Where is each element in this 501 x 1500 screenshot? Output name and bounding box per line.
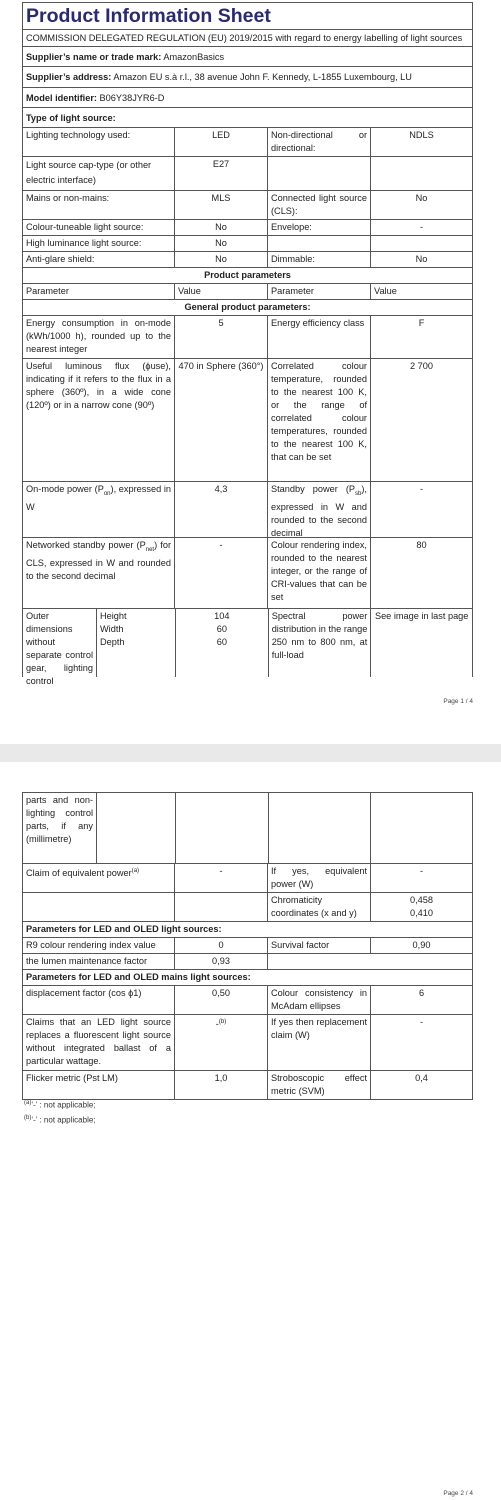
supplier-address-row (23, 67, 472, 88)
survival-label: Survival factor (268, 938, 371, 953)
pnet-value: - (175, 538, 268, 608)
type-label: Colour-tuneable light source: (23, 220, 175, 235)
mains-heading-row (23, 970, 472, 986)
type-row (23, 128, 472, 157)
replacement-label: If yes then replacement claim (W) (268, 1015, 371, 1070)
dimensions-label-cont: parts and non-lighting control parts, if any (millimetre) (23, 793, 97, 863)
cri-label: Colour rendering index, rounded to the nearest integer, or the range of CRI-values that can be set (268, 538, 371, 608)
type-value: E27 (175, 157, 268, 190)
dimensions-cell-cont (23, 793, 176, 863)
type-row (23, 252, 472, 268)
flux-value: 470 in Sphere (360°) (175, 359, 268, 481)
type-value-2: No (415, 254, 428, 264)
width-label: Width (100, 624, 124, 634)
param-header-row (23, 284, 472, 300)
type-value-2: No (415, 193, 428, 203)
equiv-w-label: If yes, equivalent power (W) (268, 864, 371, 892)
general-heading-row (23, 300, 472, 316)
width-value: 60 (216, 624, 227, 634)
svm-label: Stroboscopic effect metric (SVM) (268, 1071, 371, 1099)
type-label: High luminance light source: (23, 236, 175, 251)
type-label-2 (268, 157, 371, 190)
lumen-value: 0,93 (175, 954, 268, 969)
claims-label: Claims that an LED light source replaces a fluorescent light source without integrated ballast of a particular wattage. (23, 1015, 175, 1070)
equiv-label: Claim of equivalent power$^{(a)}$ (23, 864, 175, 892)
page-title: Product Information Sheet (26, 5, 271, 27)
chroma-values (371, 893, 472, 921)
footnote-b: $^{(b)}$‘-’ : not applicable; (24, 1115, 96, 1125)
empty-cell (371, 793, 472, 863)
type-label: Lighting technology used: (23, 128, 175, 156)
r9-label: R9 colour rendering index value (23, 938, 175, 953)
displacement-label: displacement factor (cos ϕ1) (23, 986, 175, 1014)
type-value: No (175, 220, 268, 235)
type-label-2: Connected light source (CLS): (268, 191, 371, 219)
regulation-row (23, 30, 472, 47)
dimension-names (97, 609, 175, 677)
param-row-chroma (23, 893, 472, 922)
depth-label: Depth (100, 637, 125, 647)
param-row-equivalent (23, 864, 472, 893)
type-value-2: - (419, 222, 424, 232)
type-row (23, 157, 472, 191)
equiv-w-value: - (419, 866, 424, 876)
chroma-label: Chromaticity coordinates (x and y) (268, 893, 371, 921)
type-row (23, 220, 472, 236)
dimensions-cell (23, 609, 176, 686)
type-value: MLS (175, 191, 268, 219)
mains-heading: Parameters for LED and OLED mains light sources: (26, 972, 251, 982)
type-label: Light source cap-type (or other electric interface) (23, 157, 175, 190)
psb-label: Standby power $(P_{sb})$, expressed in W and rounded to the second decimal (268, 482, 371, 537)
type-value: No (175, 236, 268, 251)
pon-value: 4,3 (175, 482, 268, 537)
title-row (23, 3, 472, 30)
empty-cell (269, 793, 372, 863)
page-number: Page 2 / 4 (443, 1490, 473, 1497)
param-header: Parameter (23, 284, 175, 299)
model-label: Model identifier: (26, 92, 97, 103)
depth-value: 60 (216, 637, 227, 647)
type-label-2: Dimmable: (268, 252, 371, 267)
info-sheet-table-continued (22, 792, 473, 1100)
type-value-2 (371, 236, 472, 251)
regulation-text: COMMISSION DELEGATED REGULATION (EU) 2019/2015 with regard to energy labelling of light sources (26, 33, 463, 43)
supplier-address: Amazon EU s.à r.l., 38 avenue John F. Kennedy, L-1855 Luxembourg, LU (113, 72, 412, 82)
lumen-label: the lumen maintenance factor (23, 954, 175, 969)
svm-value: 0,4 (415, 1073, 428, 1083)
dimension-names-cont (97, 793, 175, 863)
value-header: Value (175, 284, 268, 299)
flux-label: Useful luminous flux (ϕuse), indicating if it refers to the flux in a sphere (360º), in a wide cone (120º) or in a narrow cone (90º) (23, 359, 175, 481)
type-value-2 (371, 157, 472, 190)
type-value: LED (175, 128, 268, 156)
supplier-address-label: Supplier’s address: (26, 72, 112, 82)
claims-value: -$^{(b)}$ (175, 1015, 268, 1070)
value-header: Value (374, 286, 397, 296)
chroma-y: 0,410 (410, 908, 433, 918)
spd-label: Spectral power distribution in the range 250 nm to 800 nm, at full-load (269, 609, 372, 677)
r9-value: 0 (175, 938, 268, 953)
info-sheet-table (22, 2, 473, 686)
page-1 (0, 0, 501, 744)
consistency-value: 6 (418, 988, 425, 998)
page-number: Page 1 / 4 (443, 698, 473, 705)
energy-label: Energy consumption in on-mode (kWh/1000 h), rounded up to the nearest integer (23, 316, 175, 358)
psb-value: - (419, 484, 424, 494)
cct-label: Correlated colour temperature, rounded to the nearest 100 K, or the range of correlated colour temperatures, rounded to the nearest 100 K, that can be set (268, 359, 371, 481)
supplier-name: AmazonBasics (163, 51, 225, 62)
type-label-2 (268, 236, 371, 251)
empty-cell (23, 893, 175, 921)
type-value-2: NDLS (409, 130, 434, 140)
flicker-value: 1,0 (175, 1071, 268, 1099)
supplier-name-label: Supplier’s name or trade mark: (26, 51, 162, 62)
height-value: 104 (214, 611, 230, 621)
type-row (23, 191, 472, 220)
page-separator (0, 744, 501, 762)
survival-value: 0,90 (412, 940, 431, 950)
empty-cell (371, 954, 472, 969)
page-2 (0, 762, 501, 1500)
type-label-2: Non-directional or directional: (268, 128, 371, 156)
consistency-label: Colour consistency in McAdam ellipses (268, 986, 371, 1014)
param-row-lumen (23, 954, 472, 970)
param-row-flux (23, 359, 472, 482)
energy-value: 5 (175, 316, 268, 358)
product-parameters-row (23, 268, 472, 284)
led-heading: Parameters for LED and OLED light sources: (26, 924, 222, 934)
class-value: F (418, 318, 425, 328)
model-identifier: B06Y38JYR6-D (99, 92, 165, 103)
param-row-power (23, 482, 472, 538)
product-parameters-heading: Product parameters (204, 270, 291, 280)
equiv-value: - (175, 864, 268, 892)
footnote-a: $^{(a)}$‘-’ : not applicable; (24, 1100, 96, 1110)
param-row-flicker (23, 1071, 472, 1100)
cri-value: 80 (416, 540, 427, 550)
dimensions-label: Outer dimensions without separate control gear, lighting control (23, 609, 97, 677)
spd-value: See image in last page (374, 611, 469, 621)
type-row (23, 236, 472, 252)
empty-cell (175, 893, 268, 921)
dimension-values (176, 609, 269, 677)
model-row (23, 88, 472, 108)
empty-cell (268, 954, 371, 969)
param-row-claims (23, 1015, 472, 1071)
chroma-x: 0,458 (410, 895, 433, 905)
type-label: Anti-glare shield: (23, 252, 175, 267)
displacement-value: 0,50 (175, 986, 268, 1014)
pon-label: On-mode power $(P_{on})$, expressed in W (23, 482, 175, 537)
general-heading: General product parameters: (184, 302, 311, 312)
type-heading-row (23, 108, 472, 128)
led-heading-row (23, 922, 472, 938)
pnet-label: Networked standby power $(P_{net})$ for CLS, expressed in W and rounded to the second decimal (23, 538, 175, 608)
param-header: Parameter (268, 284, 371, 299)
empty-cell (176, 793, 269, 863)
flicker-label: Flicker metric (Pst LM) (23, 1071, 175, 1099)
height-label: Height (100, 611, 127, 621)
param-row-networked (23, 538, 472, 609)
replacement-value: - (419, 1017, 424, 1027)
cct-value: 2 700 (410, 361, 433, 371)
param-row-energy (23, 316, 472, 359)
param-row-r9 (23, 938, 472, 954)
class-label: Energy efficiency class (268, 316, 371, 358)
type-label: Mains or non-mains: (23, 191, 175, 219)
param-row-dimensions (23, 609, 472, 686)
type-label-2: Envelope: (268, 220, 371, 235)
type-value: No (175, 252, 268, 267)
param-row-dimensions-cont (23, 793, 472, 864)
type-heading: Type of light source: (26, 112, 116, 123)
param-row-displacement (23, 986, 472, 1015)
supplier-name-row (23, 47, 472, 67)
